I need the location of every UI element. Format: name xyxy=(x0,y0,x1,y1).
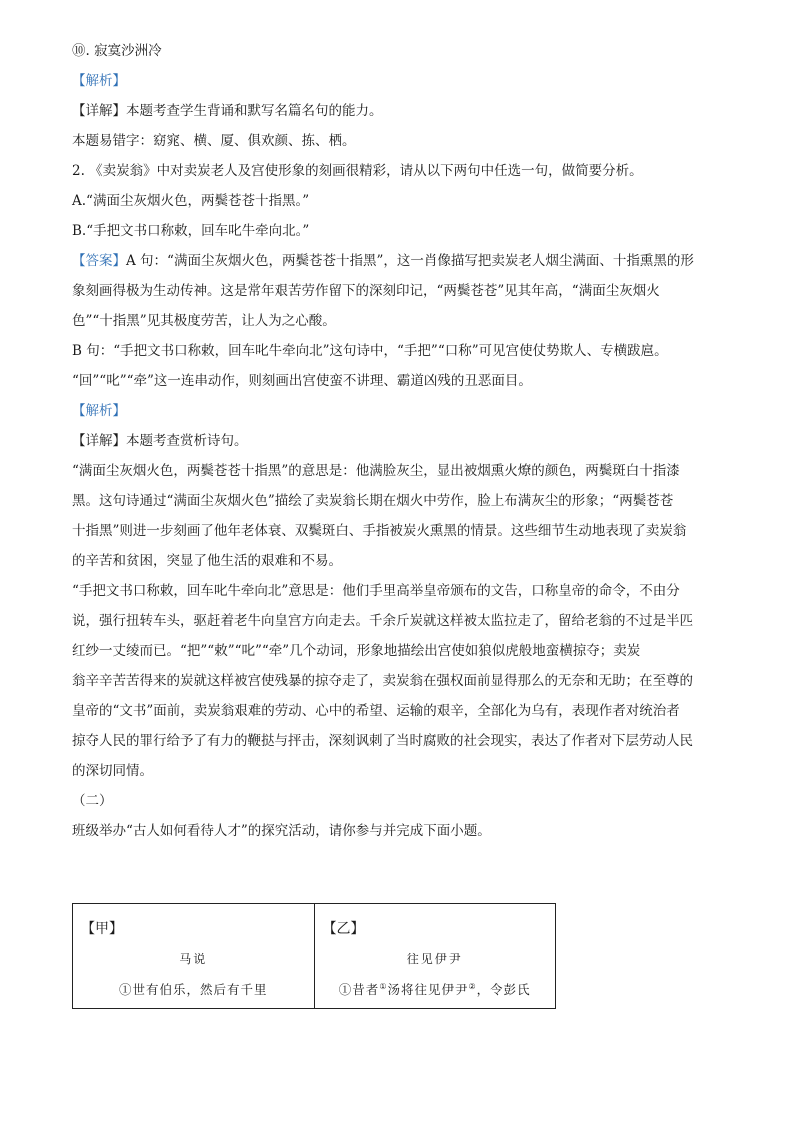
paragraph-2-line-1: “手把文书口称敕，回车叱牛牵向北”意思是：他们手里高举皇帝颁布的文告，口称皇帝的命令，不由分 xyxy=(72,583,680,599)
cell-yi-text-b: 汤将往见伊尹 xyxy=(387,982,469,997)
cell-jia-text: ①世有伯乐，然后有千里 xyxy=(118,982,268,997)
answer-heading: 【答案】 xyxy=(72,253,126,269)
typo-note: 本题易错字：窈窕、横、厦、俱欢颜、拣、栖。 xyxy=(72,133,356,149)
paragraph-1-line-1: “满面尘灰烟火色，两鬓苍苍十指黑”的意思是：他满脸灰尘，显出被烟熏火燎的颜色，两鬓斑白十指漆 xyxy=(72,463,680,479)
paragraph-1-line-4: 的辛苦和贫困，突显了他生活的艰难和不易。 xyxy=(72,553,342,569)
paragraph-2-line-6: 掠夺人民的罪行给予了有力的鞭挞与抨击，深刻讽刺了当时腐败的社会现实，表达了作者对下层劳动人民 xyxy=(72,733,693,749)
answer-item-10: ⑩. 寂寞沙洲冷 xyxy=(72,43,162,59)
analysis-heading-2: 【解析】 xyxy=(72,403,126,419)
answer-a-line-2: 象刻画得极为生动传神。这是常年艰苦劳作留下的深刻印记，“两鬓苍苍”见其年高，“满面尘灰烟火 xyxy=(72,283,660,299)
question-2-option-b: B.“手把文书口称敕，回车叱牛牵向北。” xyxy=(72,223,310,239)
reading-table xyxy=(72,903,556,1009)
paragraph-2-line-3: 红纱一丈绫而已。“把”“敕”“叱”“牵”几个动词，形象地描绘出宫使如狼似虎般地蛮横掠夺；卖炭 xyxy=(72,643,641,659)
question-2-option-a: A.“满面尘灰烟火色，两鬓苍苍十指黑。” xyxy=(72,193,310,209)
cell-yi-text xyxy=(315,980,556,998)
cell-jia-title: 马说 xyxy=(179,952,208,966)
question-2-stem: 2. 《卖炭翁》中对卖炭老人及宫使形象的刻画很精彩，请从以下两句中任选一句，做简要分析。 xyxy=(72,163,643,179)
paragraph-2-line-4: 翁辛辛苦苦得来的炭就这样被宫使残暴的掠夺走了，卖炭翁在强权面前显得那么的无奈和无助；在至尊的 xyxy=(72,673,693,689)
document-page xyxy=(72,36,732,846)
detail-line-2: 【详解】本题考查赏析诗句。 xyxy=(72,433,248,449)
answer-a-text-1: A 句：“满面尘灰烟火色，两鬓苍苍十指黑”，这一肖像描写把卖炭老人烟尘满面、十指熏黑的形 xyxy=(126,253,694,269)
detail-line: 【详解】本题考查学生背诵和默写名篇名句的能力。 xyxy=(72,103,383,119)
cell-jia-label: 【甲】 xyxy=(81,921,123,937)
table-cell-yi xyxy=(314,904,556,1008)
activity-intro: 班级举办“古人如何看待人才”的探究活动，请你参与并完成下面小题。 xyxy=(72,823,491,839)
cell-yi-text-a: ①昔者 xyxy=(338,982,380,997)
answer-a-line-3: 色”“十指黑”见其极度劳苦，让人为之心酸。 xyxy=(72,313,336,329)
section-two-heading: （二） xyxy=(72,793,113,809)
paragraph-2-line-2: 说，强行扭转车头，驱赶着老牛向皇宫方向走去。千余斤炭就这样被太监拉走了，留给老翁的不过是半匹 xyxy=(72,613,693,629)
cell-yi-title: 往见伊尹 xyxy=(406,952,463,966)
footnote-marker-1: ① xyxy=(379,981,388,991)
cell-yi-label: 【乙】 xyxy=(322,921,365,937)
paragraph-2-line-5: 皇帝的“文书”面前，卖炭翁艰难的劳动、心中的希望、运输的艰辛，全部化为乌有，表现作者对统治者 xyxy=(72,703,680,719)
answer-b-line-1: B 句：“手把文书口称敕，回车叱牛牵向北”这句诗中，“手把”“口称”可见宫使仗势欺人、专横跋扈。 xyxy=(72,343,668,359)
footnote-marker-2: ② xyxy=(468,981,477,991)
analysis-heading: 【解析】 xyxy=(72,73,126,89)
answer-a-line-1 xyxy=(72,246,732,276)
paragraph-1-line-2: 黑。这句诗通过“满面尘灰烟火色”描绘了卖炭翁长期在烟火中劳作，脸上布满灰尘的形象；“两鬓苍苍 xyxy=(72,493,674,509)
paragraph-2-line-7: 的深切同情。 xyxy=(72,763,153,779)
table-cell-jia xyxy=(73,904,314,1008)
answer-b-line-2: “回”“叱”“牵”这一连串动作，则刻画出宫使蛮不讲理、霸道凶残的丑恶面目。 xyxy=(72,373,532,389)
paragraph-1-line-3: 十指黑”则进一步刻画了他年老体衰、双鬓斑白、手指被炭火熏黑的情景。这些细节生动地表现了卖炭翁 xyxy=(72,523,687,539)
cell-yi-text-c: ，令彭氏 xyxy=(476,982,531,997)
